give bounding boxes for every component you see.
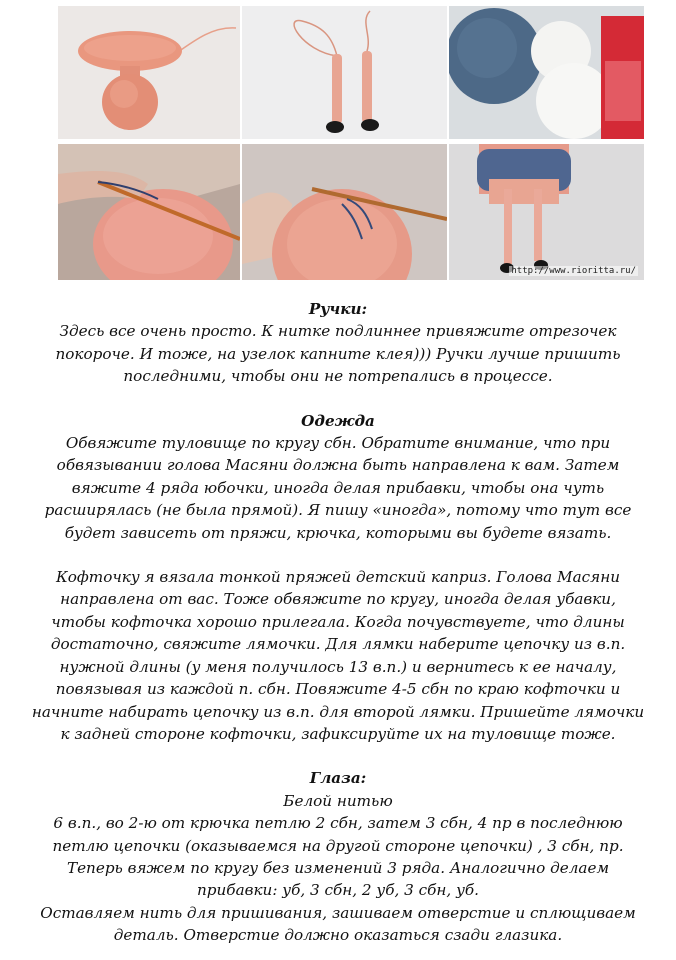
text-line: петлю цепочки (оказываемся на другой стороне цепочки) , 3 сбн, пр. bbox=[52, 836, 624, 855]
text-line: Оставляем нить для пришивания, зашиваем отверстие и сплющиваем bbox=[40, 903, 636, 922]
text-line: деталь. Отверстие должно оказаться сзади глазика. bbox=[113, 926, 563, 945]
text-line: достаточно, свяжите лямочки. Для лямки наберите цепочку из в.п. bbox=[50, 635, 626, 654]
text-line: начните набирать цепочку из в.п. для второй лямки. Пришейте лямочки bbox=[31, 702, 645, 721]
text-line: нужной длины (у меня получилось 13 в.п.) и вернитесь к ее началу, bbox=[59, 657, 617, 676]
text-line: 6 в.п., во 2-ю от крючка петлю 2 сбн, затем 3 сбн, 4 пр в последнюю bbox=[53, 814, 623, 833]
photo-collage bbox=[58, 6, 644, 280]
text-line: Обвяжите туловище по кругу сбн. Обратите внимание, что при bbox=[65, 434, 611, 453]
heading-eyes: Глаза: bbox=[309, 769, 367, 788]
photo-crochet-arms bbox=[242, 6, 447, 139]
text-line: Здесь все очень просто. К нитке подлиннее привяжите отрезочек bbox=[59, 322, 617, 341]
text-line: Теперь вяжем по кругу без изменений 3 ряда. Аналогично делаем bbox=[66, 858, 610, 877]
text-line: покороче. И тоже, на узелок капните клея))) Ручки лучше пришить bbox=[55, 344, 621, 363]
text-line: Белой нитью bbox=[283, 791, 393, 810]
photo-doll-body-legs bbox=[449, 144, 644, 280]
text-line: расширялась (не была прямой). Я пишу «иногда», потому что тут все bbox=[44, 501, 632, 520]
text-line: к задней стороне кофточки, зафиксируйте их на туловище тоже. bbox=[60, 724, 616, 743]
photo-hook-in-hand bbox=[58, 144, 240, 280]
photo-yarn-balls bbox=[449, 6, 644, 139]
text-line: Кофточку я вязала тонкой пряжей детский каприз. Голова Масяни bbox=[56, 568, 620, 587]
heading-handles: Ручки: bbox=[308, 300, 368, 318]
text-line: обвязывании голова Масяни должна быть направлена к вам. Затем bbox=[56, 456, 620, 475]
text-line: направлена от вас. Тоже обвяжите по кругу, иногда делая убавки, bbox=[60, 590, 616, 609]
photo-crochet-head bbox=[58, 6, 240, 139]
text-line: последними, чтобы они не потрепались в процессе. bbox=[123, 367, 553, 386]
text-line: прибавки: уб, 3 сбн, 2 уб, 3 сбн, уб. bbox=[197, 881, 479, 900]
text-line: будет зависеть от пряжи, крючка, которыми вы будете вязать. bbox=[64, 523, 612, 542]
text-line: повязывая из каждой п. сбн. Повяжите 4-5 сбн по краю кофточки и bbox=[55, 680, 621, 699]
text-line: вяжите 4 ряда юбочки, иногда делая прибавки, чтобы она чуть bbox=[71, 478, 605, 497]
instructions-text bbox=[0, 298, 676, 947]
watermark: http://www.rioritta.ru/ bbox=[511, 266, 636, 276]
photo-hook-through-head bbox=[242, 144, 447, 280]
heading-clothes: Одежда bbox=[301, 411, 375, 430]
text-line: чтобы кофточка хорошо прилегала. Когда почувствуете, что длины bbox=[51, 612, 625, 631]
